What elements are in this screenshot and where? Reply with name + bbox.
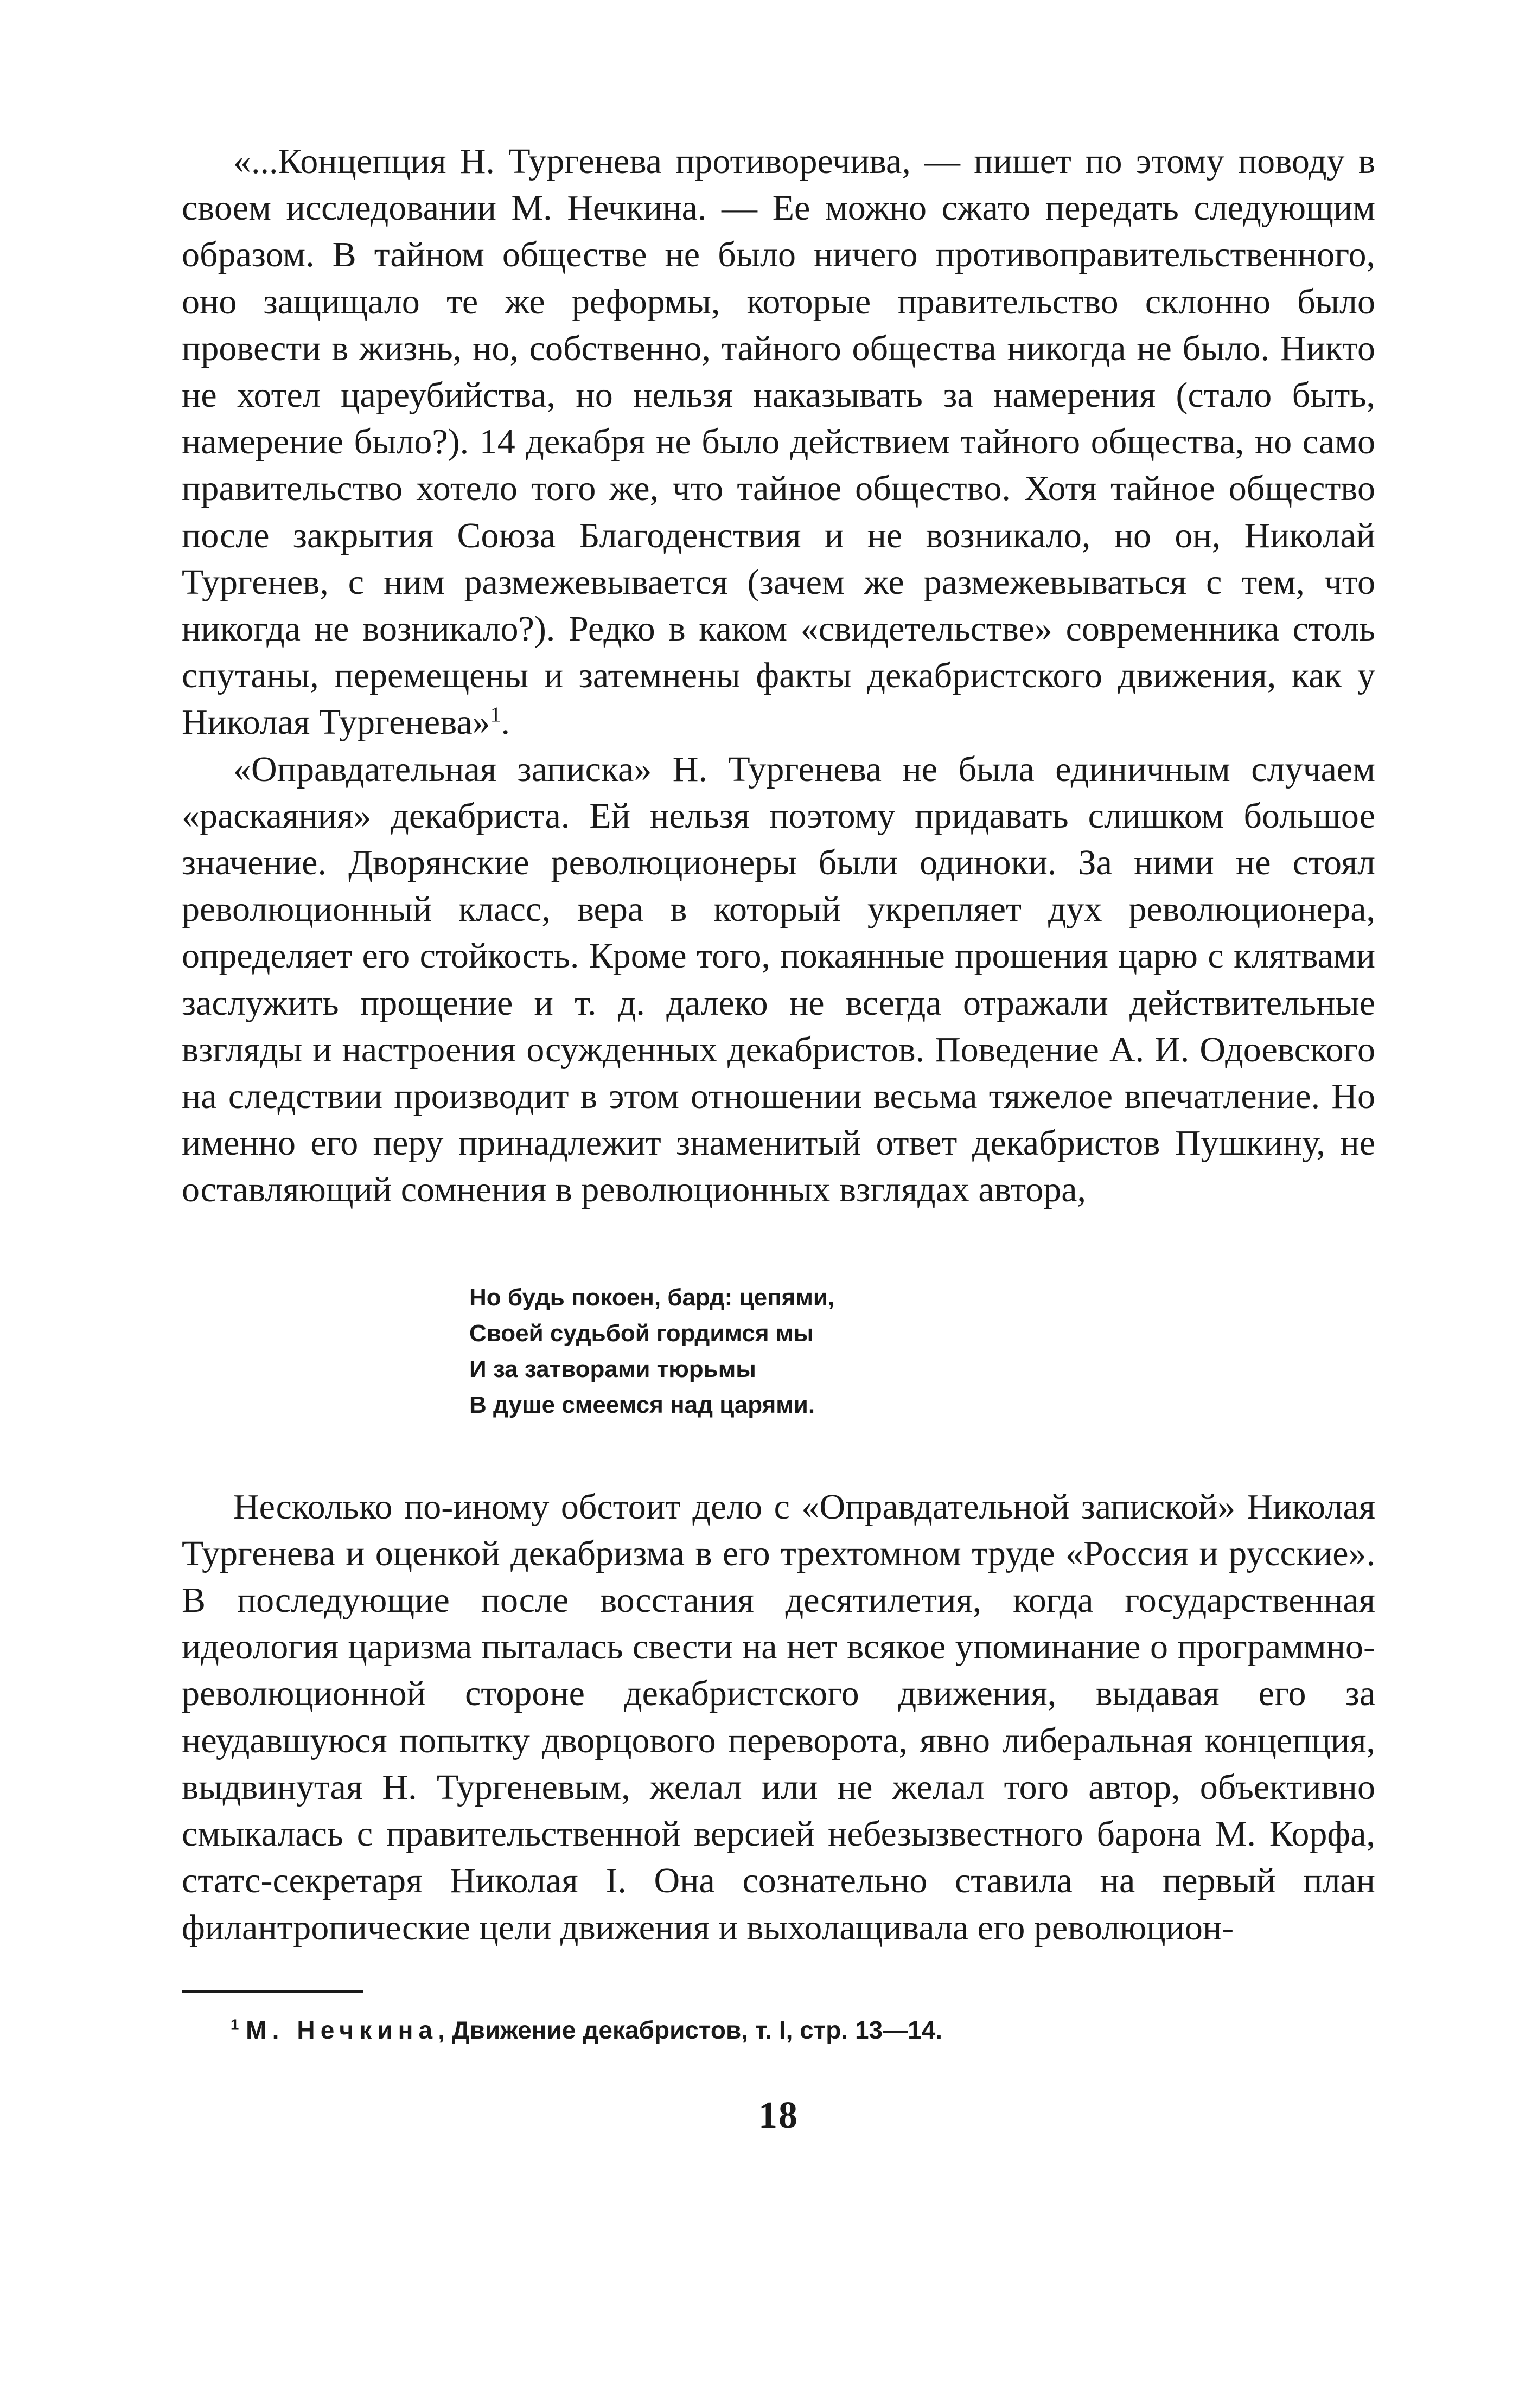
poem-line: Но будь покоен, бард: цепями, xyxy=(469,1284,835,1311)
poem-quote xyxy=(469,1280,1375,1423)
paragraph-rossiya-i-russkie: Несколько по-иному обстоит дело с «Оправдательной запиской» Николая Тургенева и оценкой декабризма в его трехтомном труде «Россия и русские». В последующие после восстания десятилетия, когда государственная идеология царизма пыталась свести на нет всякое упоминание о программно-революционной стороне декабристского движения, выдавая его за неудавшуюся попытку дворцового переворота, явно либеральная концепция, выдвинутая Н. Тургеневым, желал или не желал того автор, объективно смыкалась с правительственной версией небезызвестного барона М. Корфа, статс-секретаря Николая I. Она сознательно ставила на первый план филантропические цели движения и выхолащивала его революцион- xyxy=(182,1487,1375,1948)
page-number: 18 xyxy=(758,2094,799,2136)
footnote xyxy=(231,2014,1375,2046)
footnote-number: 1 xyxy=(231,2016,239,2033)
poem-line: И за затворами тюрьмы xyxy=(469,1355,756,1382)
footnote-divider xyxy=(182,1990,363,1993)
poem-line: В душе смеемся над царями. xyxy=(469,1391,815,1418)
footnote-source: , Движение декабристов, т. I, стр. 13—14. xyxy=(438,2015,943,2044)
poem-line: Своей судьбой гордимся мы xyxy=(469,1320,814,1347)
paragraph-opravdatelnaya-zapiska: «Оправдательная записка» Н. Тургенева не была единичным случаем «раскаяния» декабриста. Ей нельзя поэтому придавать слишком большое значение. Дворянские революционеры были одиноки. За ними не стоял революционный класс, вера в который укрепляет дух революционера, определяет его стойкость. Кроме того, покаянные прошения царю с клятвами заслужить прощение и т. д. далеко не всегда отражали действительные взгляды и настроения осужденных декабристов. Поведение А. И. Одоевского на следствии производит в этом отношении весьма тяжелое впечатление. Но именно его перу принадлежит знаменитый ответ декабристов Пушкину, не оставляющий сомнения в революционных взглядах автора, xyxy=(182,749,1375,1210)
footnote-author: М. Нечкина xyxy=(246,2015,438,2044)
paragraph-quote-nechkina: «...Концепция Н. Тургенева противоречива, — пишет по этому поводу в своем исследовании М. Нечкина. — Ее можно сжато передать следующим образом. В тайном обществе не было ничего противоправительственного, оно защищало те же реформы, которые правительство склонно было провести в жизнь, но, собственно, тайного общества никогда не было. Никто не хотел цареубийства, но нельзя наказывать за намерения (стало быть, намерение было?). 14 декабря не было действием тайного общества, но само правительство хотело того же, что тайное общество. Хотя тайное общество после закрытия Союза Благоденствия и не возникало, но он, Николай Тургенев, с ним размежевывается (зачем же размежевываться с тем, что никогда не возникало?). Редко в каком «свидетельстве» современника столь спутаны, перемещены и затемнены факты декабристского движения, как у Николая Тургенева»$^1$. xyxy=(182,142,1375,742)
book-page xyxy=(182,138,1375,2137)
footnote-reference: 1 xyxy=(490,702,501,727)
paragraph-text: «...Концепция Н. Тургенева противоречива, — пишет по этому поводу в своем исследовании М. Нечкина. — Ее можно сжато передать следующим образом. В тайном обществе не было ничего противоправительственного, оно защищало те же реформы, которые правительство склонно было провести в жизнь, но, собственно, тайного общества никогда не было. Никто не хотел цареубийства, но нельзя наказывать за намерения (стало быть, намерение было?). 14 декабря не было действием тайного общества, но само правительство хотело того же, что тайное общество. Хотя тайное общество после закрытия Союза Благоденствия и не возникало, но он, Николай Тургенев, с ним размежевывается (зачем же размежевываться с тем, что никогда не возникало?). Редко в каком «свидетельстве» современника столь спутаны, перемещены и затемнены факты декабристского движения, как у Николая Тургенева» xyxy=(182,142,1375,742)
